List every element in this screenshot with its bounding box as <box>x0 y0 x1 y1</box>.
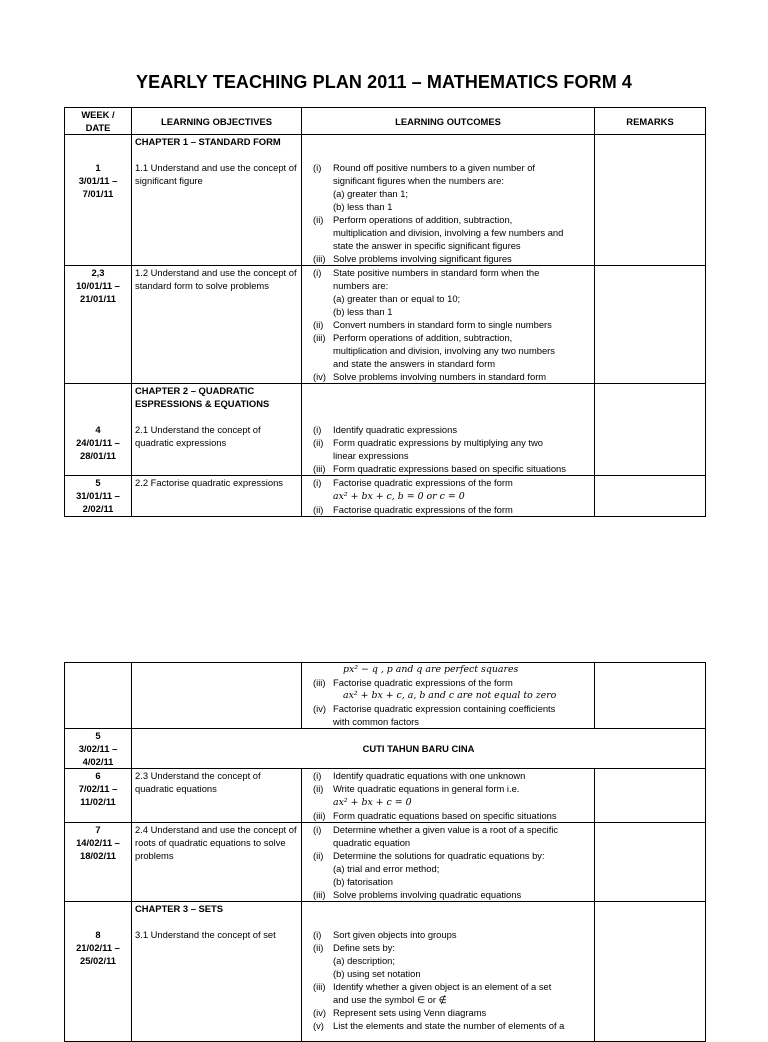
table-row <box>65 476 706 517</box>
week-cell: 4 24/01/11 – 28/01/11 <box>65 384 132 476</box>
teaching-plan-table-2 <box>64 662 706 1042</box>
teaching-plan-table-1 <box>64 107 706 517</box>
week-cell: 7 14/02/11 – 18/02/11 <box>65 823 132 902</box>
remarks-cell <box>595 384 706 476</box>
objective-cell: 2.3 Understand the concept of quadratic equations <box>132 769 302 823</box>
remarks-cell <box>595 663 706 729</box>
outcome-item: (i) Identify quadratic expressions <box>313 424 458 435</box>
outcome-item: (ii) Form quadratic expressions by multiplying any two linear expressions <box>313 437 543 461</box>
header-week: WEEK / DATE <box>65 108 132 135</box>
outcomes-cell <box>302 135 595 266</box>
table-row <box>65 823 706 902</box>
table-row <box>65 663 706 729</box>
table-row <box>65 384 706 476</box>
table-row <box>65 769 706 823</box>
outcome-item: (i) Determine whether a given value is a root of a specific quadratic equation <box>313 824 559 848</box>
outcome-item: (iii) Form quadratic expressions based on specific situations <box>313 463 566 474</box>
week-cell: 2,3 10/01/11 – 21/01/11 <box>65 266 132 384</box>
week-cell: 5 31/01/11 – 2/02/11 <box>65 476 132 517</box>
outcomes-cell <box>302 384 595 476</box>
objective-cell: 1.2 Understand and use the concept of standard form to solve problems <box>132 266 302 384</box>
outcome-item: (iv) Represent sets using Venn diagrams <box>313 1007 487 1018</box>
remarks-cell <box>595 823 706 902</box>
math-expression: px² − q , p and q are perfect squares <box>343 664 519 675</box>
remarks-cell <box>595 476 706 517</box>
outcomes-cell: px² − q , p and q are perfect squares (iii) Factorise quadratic expressions of the form ax² + bx + c, a, b and c are not equal to zero (iv) Factorise quadratic expression containing coefficients with common factors <box>302 663 595 729</box>
header-objectives: LEARNING OBJECTIVES <box>132 108 302 135</box>
objective-cell: 2.2 Factorise quadratic expressions <box>132 476 302 517</box>
math-expression: ax² + bx + c, b = 0 or c = 0 <box>333 491 465 502</box>
math-expression: ax² + bx + c = 0 <box>333 797 412 808</box>
outcome-item: (ii) Define sets by: (a) description; (b) using set notation <box>313 942 421 979</box>
outcome-item: (ii) Perform operations of addition, subtraction, multiplication and division, involving a few numbers and state the answer in specific significant figures <box>313 214 564 251</box>
outcome-item: (i) Sort given objects into groups <box>313 929 457 940</box>
outcome-item: (i) State positive numbers in standard form when the numbers are: (a) greater than or equal to 10; (b) less than 1 <box>313 267 540 317</box>
remarks-cell <box>595 266 706 384</box>
table-row <box>65 902 706 1042</box>
objective-cell: CHAPTER 3 – SETS 3.1 Understand the concept of set <box>132 902 302 1042</box>
objective-cell: CHAPTER 2 – QUADRATIC ESPRESSIONS & EQUATIONS 2.1 Understand the concept of quadratic expressions <box>132 384 302 476</box>
week-cell: 5 3/02/11 – 4/02/11 <box>65 729 132 769</box>
outcome-item: (i) Round off positive numbers to a given number of significant figures when the numbers are: (a) greater than 1; (b) less than 1 <box>313 162 536 212</box>
holiday-cell: CUTI TAHUN BARU CINA <box>132 729 706 769</box>
outcome-item: (iv) Solve problems involving numbers in standard form <box>313 371 547 382</box>
week-cell <box>65 663 132 729</box>
outcome-item: (ii) Determine the solutions for quadratic equations by: (a) trial and error method; (b) fatorisation <box>313 850 545 887</box>
outcomes-cell <box>302 902 595 1042</box>
table-header-row <box>65 108 706 135</box>
page-title: YEARLY TEACHING PLAN 2011 – MATHEMATICS FORM 4 <box>135 72 632 92</box>
remarks-cell <box>595 902 706 1042</box>
header-outcomes: LEARNING OUTCOMES <box>302 108 595 135</box>
week-cell: 1 3/01/11 – 7/01/11 <box>65 135 132 266</box>
outcome-item: (iii) Solve problems involving significant figures <box>313 253 512 264</box>
chapter-heading: CHAPTER 3 – SETS <box>135 903 224 914</box>
remarks-cell <box>595 135 706 266</box>
math-expression: ax² + bx + c, a, b and c are not equal to zero <box>343 690 557 701</box>
objective-cell: CHAPTER 1 – STANDARD FORM 1.1 Understand and use the concept of significant figure <box>132 135 302 266</box>
objective-cell <box>132 663 302 729</box>
objective-cell: 2.4 Understand and use the concept of roots of quadratic equations to solve problems <box>132 823 302 902</box>
outcome-item: (v) List the elements and state the number of elements of a <box>313 1020 565 1031</box>
table-row <box>65 135 706 266</box>
outcomes-cell <box>302 266 595 384</box>
chapter-heading: CHAPTER 2 – QUADRATIC ESPRESSIONS & EQUATIONS <box>135 385 270 409</box>
outcomes-cell <box>302 823 595 902</box>
week-cell: 6 7/02/11 – 11/02/11 <box>65 769 132 823</box>
remarks-cell <box>595 769 706 823</box>
outcome-item: (iii) Solve problems involving quadratic equations <box>313 889 522 900</box>
week-cell: 8 21/02/11 – 25/02/11 <box>65 902 132 1042</box>
chapter-heading: CHAPTER 1 – STANDARD FORM <box>135 136 281 147</box>
outcome-item: (iii) Perform operations of addition, subtraction, multiplication and division, involving any two numbers and state the answers in standard form <box>313 332 555 369</box>
outcome-item: (iii) Identify whether a given object is an element of a set and use the symbol ∈ or ∉ <box>313 981 552 1005</box>
table-row <box>65 266 706 384</box>
outcome-item: (ii) Convert numbers in standard form to single numbers <box>313 319 552 330</box>
outcomes-cell: (i) Factorise quadratic expressions of the form ax² + bx + c, b = 0 or c = 0 (ii) Factorise quadratic expressions of the form <box>302 476 595 517</box>
outcomes-cell: (i) Identify quadratic equations with one unknown (ii) Write quadratic equations in general form i.e. ax² + bx + c = 0 (iii) Form quadratic equations based on specific situations <box>302 769 595 823</box>
table-row <box>65 729 706 769</box>
header-remarks: REMARKS <box>595 108 706 135</box>
